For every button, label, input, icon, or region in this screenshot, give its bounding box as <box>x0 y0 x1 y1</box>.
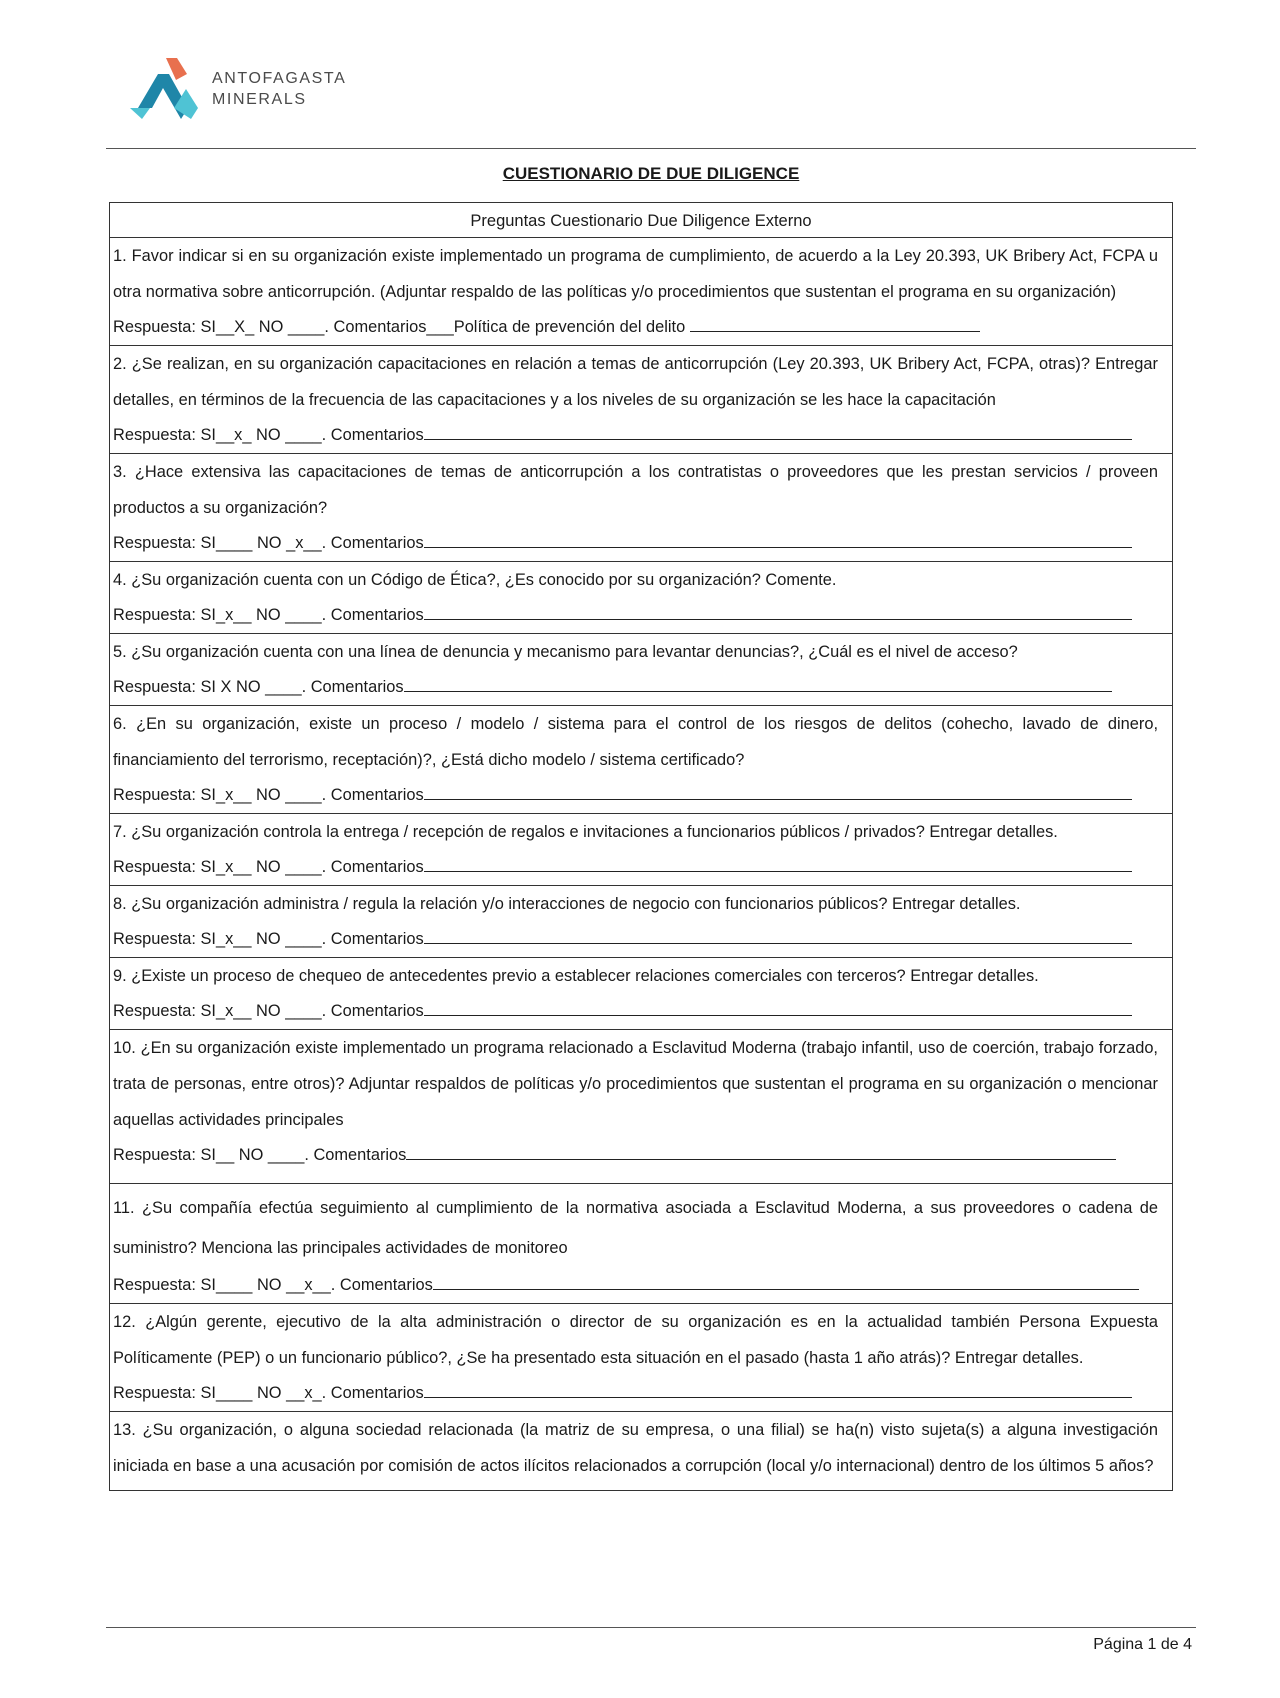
question-text: 3. ¿Hace extensiva las capacitaciones de temas de anticorrupción a los contratistas o proveedores que les prestan servicios / proveen productos a su organización? <box>113 463 1158 517</box>
question-row-4 <box>110 562 1172 634</box>
antofagasta-minerals-logo-icon <box>128 56 218 122</box>
answer-line <box>113 310 1158 345</box>
answer-label: Respuesta: SI X NO ____. Comentarios <box>113 678 404 696</box>
answer-label: Respuesta: SI_x__ NO ____. Comentarios <box>113 1002 424 1020</box>
answer-line <box>113 670 1158 705</box>
question-row-1 <box>110 238 1172 346</box>
answer-label: Respuesta: SI__ NO ____. Comentarios <box>113 1146 407 1164</box>
question-row-3 <box>110 454 1172 562</box>
answer-blank <box>424 999 1132 1016</box>
question-row-9 <box>110 958 1172 1030</box>
question-row-12 <box>110 1304 1172 1412</box>
answer-blank <box>424 1381 1132 1398</box>
question-text: 12. ¿Algún gerente, ejecutivo de la alta administración o director de su organización es en la actualidad también Persona Expuesta Políticamente (PEP) o un funcionario público?, ¿Se ha presentado esta situación en el pasado (hasta 1 año atrás)? Entregar detalles. <box>113 1313 1158 1367</box>
question-text: 13. ¿Su organización, o alguna sociedad relacionada (la matriz de su empresa, o una filial) se ha(n) visto sujeta(s) a alguna investigación iniciada en base a una acusación por comisión de actos ilícitos relacionados a corrupción (local y/o internacional) dentro de los últimos 5 años? <box>113 1421 1158 1475</box>
question-row-8 <box>110 886 1172 958</box>
answer-line <box>113 994 1158 1029</box>
answer-label: Respuesta: SI_x__ NO ____. Comentarios <box>113 786 424 804</box>
question-row-2 <box>110 346 1172 454</box>
question-text: 7. ¿Su organización controla la entrega / recepción de regalos e invitaciones a funcionarios públicos / privados? Entregar detalles. <box>113 823 1058 841</box>
answer-line <box>113 922 1158 957</box>
brand-name <box>212 68 346 110</box>
answer-blank <box>424 531 1132 548</box>
answer-blank <box>424 603 1132 620</box>
header-divider <box>106 148 1196 149</box>
questionnaire-table <box>109 202 1173 1491</box>
question-text: 9. ¿Existe un proceso de chequeo de antecedentes previo a establecer relaciones comerciales con terceros? Entregar detalles. <box>113 967 1039 985</box>
question-text: 6. ¿En su organización, existe un proceso / modelo / sistema para el control de los riesgos de delitos (cohecho, lavado de dinero, financiamiento del terrorismo, receptación)?, ¿Está dicho modelo / sistema certificado? <box>113 715 1158 769</box>
answer-label: Respuesta: SI____ NO __x__. Comentarios <box>113 1276 433 1294</box>
answer-blank <box>424 927 1132 944</box>
question-row-6 <box>110 706 1172 814</box>
answer-label: Respuesta: SI____ NO _x__. Comentarios <box>113 534 424 552</box>
answer-label: Respuesta: SI__x_ NO ____. Comentarios <box>113 426 424 444</box>
answer-line <box>113 526 1158 561</box>
question-text: 8. ¿Su organización administra / regula la relación y/o interacciones de negocio con funcionarios públicos? Entregar detalles. <box>113 895 1021 913</box>
answer-line <box>113 1138 1158 1183</box>
question-row-11 <box>110 1184 1172 1304</box>
answer-line <box>113 598 1158 633</box>
answer-line <box>113 418 1158 453</box>
answer-line <box>113 778 1158 813</box>
question-row-10 <box>110 1030 1172 1184</box>
brand-line-1: ANTOFAGASTA <box>212 70 347 87</box>
table-header: Preguntas Cuestionario Due Diligence Externo <box>110 203 1172 238</box>
footer-divider <box>106 1627 1196 1628</box>
answer-line <box>113 1376 1158 1411</box>
page-number: Página 1 de 4 <box>1093 1636 1192 1653</box>
answer-blank <box>406 1143 1116 1160</box>
answer-blank <box>424 783 1132 800</box>
question-text: 11. ¿Su compañía efectúa seguimiento al cumplimiento de la normativa asociada a Esclavitud Moderna, a sus proveedores o cadena de suministro? Menciona las principales actividades de monitoreo <box>113 1199 1158 1257</box>
answer-label: Respuesta: SI____ NO __x_. Comentarios <box>113 1384 424 1402</box>
answer-label: Respuesta: SI_x__ NO ____. Comentarios <box>113 606 424 624</box>
answer-label: Respuesta: SI__X_ NO ____. Comentarios___Política de prevención del delito <box>113 318 686 336</box>
question-row-13 <box>110 1412 1172 1490</box>
question-text: 4. ¿Su organización cuenta con un Código de Ética?, ¿Es conocido por su organización? Comente. <box>113 571 837 589</box>
answer-blank <box>433 1273 1139 1290</box>
question-row-5 <box>110 634 1172 706</box>
answer-line <box>113 1268 1158 1303</box>
question-text: 10. ¿En su organización existe implementado un programa relacionado a Esclavitud Moderna (trabajo infantil, uso de coerción, trabajo forzado, trata de personas, entre otros)? Adjuntar respaldos de políticas y/o procedimientos que sustentan el programa en su organización o mencionar aquellas actividades principales <box>113 1039 1158 1129</box>
question-text: 5. ¿Su organización cuenta con una línea de denuncia y mecanismo para levantar denuncias?, ¿Cuál es el nivel de acceso? <box>113 643 1018 661</box>
answer-label: Respuesta: SI_x__ NO ____. Comentarios <box>113 930 424 948</box>
answer-blank <box>404 675 1112 692</box>
answer-blank <box>424 855 1132 872</box>
answer-label: Respuesta: SI_x__ NO ____. Comentarios <box>113 858 424 876</box>
question-text: 2. ¿Se realizan, en su organización capacitaciones en relación a temas de anticorrupción (Ley 20.393, UK Bribery Act, FCPA, otras)? Entregar detalles, en términos de la frecuencia de las capacitaciones y a los niveles de su organización se les hace la capacitación <box>113 355 1158 409</box>
answer-line <box>113 850 1158 885</box>
answer-blank <box>424 423 1132 440</box>
answer-blank <box>690 315 980 332</box>
brand-line-2: MINERALS <box>212 91 307 108</box>
question-row-7 <box>110 814 1172 886</box>
question-text: 1. Favor indicar si en su organización existe implementado un programa de cumplimiento, de acuerdo a la Ley 20.393, UK Bribery Act, FCPA u otra normativa sobre anticorrupción. (Adjuntar respaldo de las políticas y/o procedimientos que sustentan el programa en su organización) <box>113 247 1158 301</box>
document-title: CUESTIONARIO DE DUE DILIGENCE <box>502 164 800 183</box>
